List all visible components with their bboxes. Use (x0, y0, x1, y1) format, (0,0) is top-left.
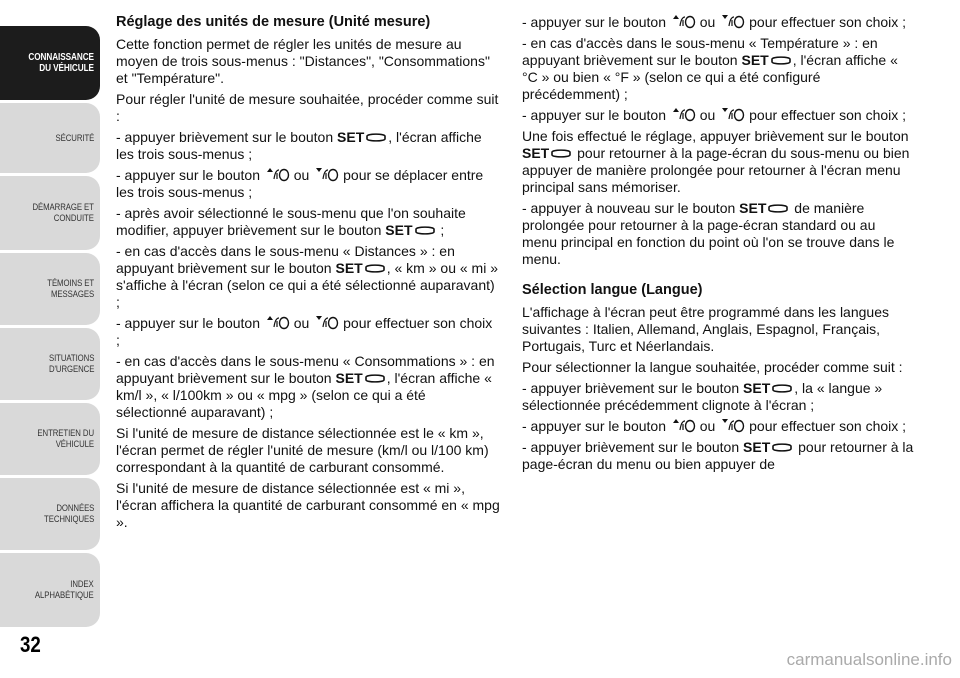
instruction-step: - après avoir sélectionné le sous-menu que l'on souhaite modifier, appuyer brièvement sur le bouton SET ; (116, 205, 466, 238)
page-number: 32 (20, 632, 41, 657)
set-button-label: SET (337, 129, 365, 145)
tab-label: DONNÉES TECHNIQUES (43, 503, 94, 525)
set-button-label: SET (743, 380, 771, 396)
tab-label: INDEX ALPHABÉTIQUE (35, 579, 94, 601)
tab-label: DÉMARRAGE ET CONDUITE (32, 202, 94, 224)
set-button-icon (363, 373, 387, 385)
instruction-step: - appuyer brièvement sur le bouton SET , l'écran affiche les trois sous-menus ; (116, 129, 482, 162)
paragraph: Pour sélectionner la langue souhaitée, procéder comme suit : (522, 359, 903, 375)
set-button-label: SET (739, 200, 767, 216)
tab-donnees-techniques[interactable] (0, 478, 100, 550)
down-button-icon (313, 167, 339, 182)
tab-label: SITUATIONS D'URGENCE (48, 353, 94, 375)
set-button-icon (766, 203, 790, 215)
up-button-icon (670, 418, 696, 433)
chapter-tabs (0, 0, 100, 678)
instruction-step: - appuyer sur le bouton ou pour effectuer son choix ; (522, 107, 907, 123)
instruction-step: - en cas d'accès dans le sous-menu « Consommations » : en appuyant brièvement sur le bouton SET , l'écran affiche « km/l », « l/100km » ou « mpg » (selon ce qui a été sélectionné auparavant) ; (116, 353, 495, 420)
set-button-icon (770, 442, 794, 454)
tab-index-alphabetique[interactable] (0, 553, 100, 627)
section-heading-units: Réglage des unités de mesure (Unité mesure) (116, 14, 431, 30)
up-button-icon (264, 167, 290, 182)
paragraph: Une fois effectué le réglage, appuyer brièvement sur le bouton SET pour retourner à la page-écran du sous-menu ou bien appuyer de manière prolongée pour retourner à l'écran menu principal sans mémoriser. (522, 128, 910, 195)
paragraph: L'affichage à l'écran peut être programmé dans les langues suivantes : Italien, Allemand, Anglais, Espagnol, Français, Portugais, Turc et Néerlandais. (522, 304, 889, 354)
tab-label: TÉMOINS ET MESSAGES (47, 278, 94, 300)
down-button-icon (313, 315, 339, 330)
paragraph: Pour régler l'unité de mesure souhaitée, procéder comme suit : (116, 91, 499, 124)
set-button-label: SET (335, 260, 363, 276)
paragraph: Cette fonction permet de régler les unités de mesure au moyen de trois sous-menus : "Distances", "Consommations" et "Température". (116, 36, 490, 86)
set-button-icon (549, 148, 573, 160)
set-button-icon (769, 55, 793, 67)
set-button-icon (413, 225, 437, 237)
up-button-icon (670, 14, 696, 29)
instruction-step: - appuyer brièvement sur le bouton SET , la « langue » sélectionnée précédemment clignote à l'écran ; (522, 380, 883, 413)
instruction-step: - appuyer sur le bouton ou pour effectuer son choix ; (116, 315, 493, 348)
tab-label: SÉCURITÉ (55, 132, 94, 144)
tab-connaissance-du-vehicule[interactable] (0, 26, 100, 100)
right-column (522, 14, 914, 477)
watermark: carmanualsonline.info (786, 650, 952, 669)
left-column (116, 14, 500, 535)
down-button-icon (719, 14, 745, 29)
set-button-label: SET (385, 222, 413, 238)
section-heading-language: Sélection langue (Langue) (522, 282, 703, 298)
tab-situations-d-urgence[interactable] (0, 328, 100, 400)
instruction-step: - en cas d'accès dans le sous-menu « Distances » : en appuyant brièvement sur le bouton SET , « km » ou « mi » s'affiche à l'écran (selon ce qui a été sélectionné auparavant) ; (116, 243, 498, 310)
down-button-icon (719, 107, 745, 122)
tab-temoins-et-messages[interactable] (0, 253, 100, 325)
set-button-icon (363, 263, 387, 275)
set-button-label: SET (522, 145, 550, 161)
set-button-icon (770, 383, 794, 395)
tab-label: ENTRETIEN DU VÉHICULE (37, 428, 94, 450)
set-button-label: SET (335, 370, 363, 386)
up-button-icon (670, 107, 696, 122)
set-button-label: SET (743, 439, 771, 455)
instruction-step: - appuyer sur le bouton ou pour effectuer son choix ; (522, 14, 907, 30)
set-button-label: SET (741, 52, 769, 68)
tab-label: CONNAISSANCE DU VÉHICULE (28, 52, 94, 74)
tab-entretien-du-vehicule[interactable] (0, 403, 100, 475)
instruction-step: - appuyer à nouveau sur le bouton SET de manière prolongée pour retourner à la page-écran standard ou au menu principal en fonction du point où l'on se trouve dans le menu. (522, 200, 895, 267)
instruction-step: - en cas d'accès dans le sous-menu « Température » : en appuyant brièvement sur le bouton SET , l'écran affiche « °C » ou bien « °F » (selon ce qui a été configuré précédemment) ; (522, 35, 898, 102)
instruction-step: - appuyer brièvement sur le bouton SET pour retourner à la page-écran du menu ou bien appuyer de (522, 439, 914, 472)
tab-securite[interactable] (0, 103, 100, 173)
instruction-step: - appuyer sur le bouton ou pour effectuer son choix ; (522, 418, 907, 434)
paragraph: Si l'unité de mesure de distance sélectionnée est « mi », l'écran affichera la quantité de carburant consommé en « mpg ». (116, 480, 500, 530)
instruction-step: - appuyer sur le bouton ou pour se déplacer entre les trois sous-menus ; (116, 167, 484, 200)
set-button-icon (364, 132, 388, 144)
paragraph: Si l'unité de mesure de distance sélectionnée est le « km », l'écran permet de régler l'unité de mesure (km/l ou l/100 km) correspondant à la quantité de carburant consommé. (116, 425, 489, 475)
up-button-icon (264, 315, 290, 330)
down-button-icon (719, 418, 745, 433)
tab-demarrage-et-conduite[interactable] (0, 176, 100, 250)
